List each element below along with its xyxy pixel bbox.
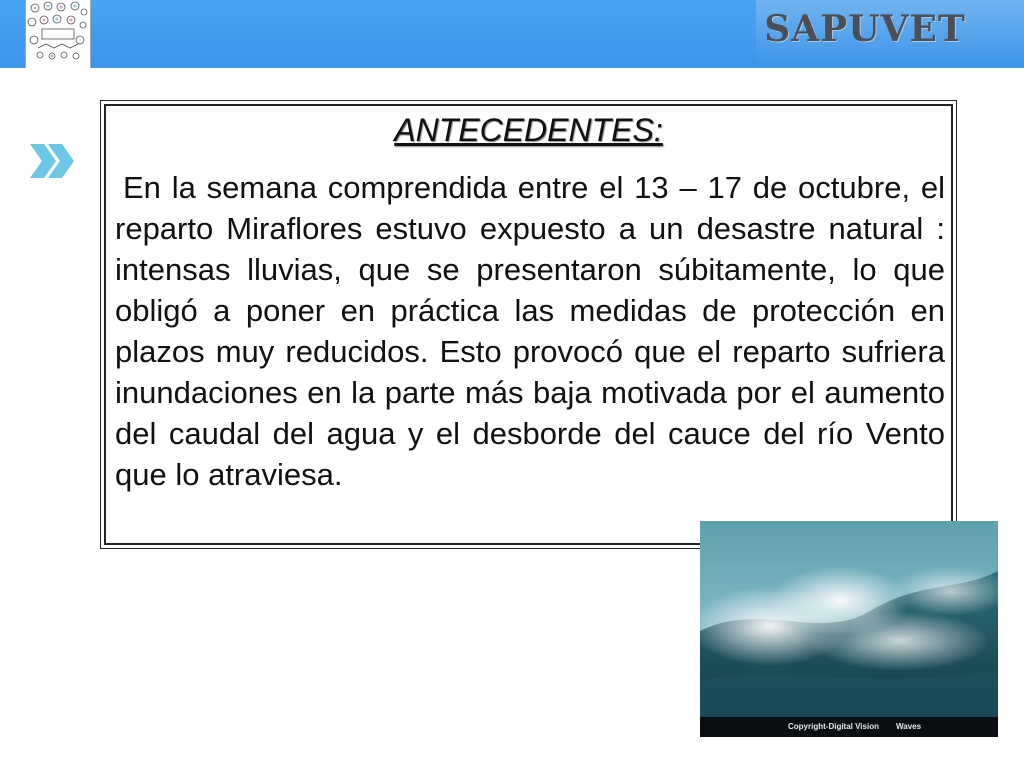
slide-heading: ANTECEDENTES: <box>394 112 663 148</box>
photo-caption-copyright: Copyright-Digital Vision <box>788 722 879 731</box>
brand-banner <box>756 0 1024 68</box>
logo <box>25 0 91 68</box>
brand-name: SAPUVET <box>764 8 966 50</box>
waves-photo <box>700 521 998 737</box>
slide-body-text: En la semana comprendida entre el 13 – 17 de octubre, el reparto Miraflores estuvo expuesto a un desastre natural : intensas lluvias, que se presentaron súbitamente, lo que obligó a poner en práctica las medidas de protección en plazos muy reducidos. Esto provocó que el reparto sufriera inundaciones en la parte más baja motivada por el aumento del caudal del agua y el desborde del cauce del río Vento que lo atraviesa. <box>115 170 945 492</box>
photo-caption-title: Waves <box>896 722 922 731</box>
conference-people-icon <box>26 0 90 68</box>
